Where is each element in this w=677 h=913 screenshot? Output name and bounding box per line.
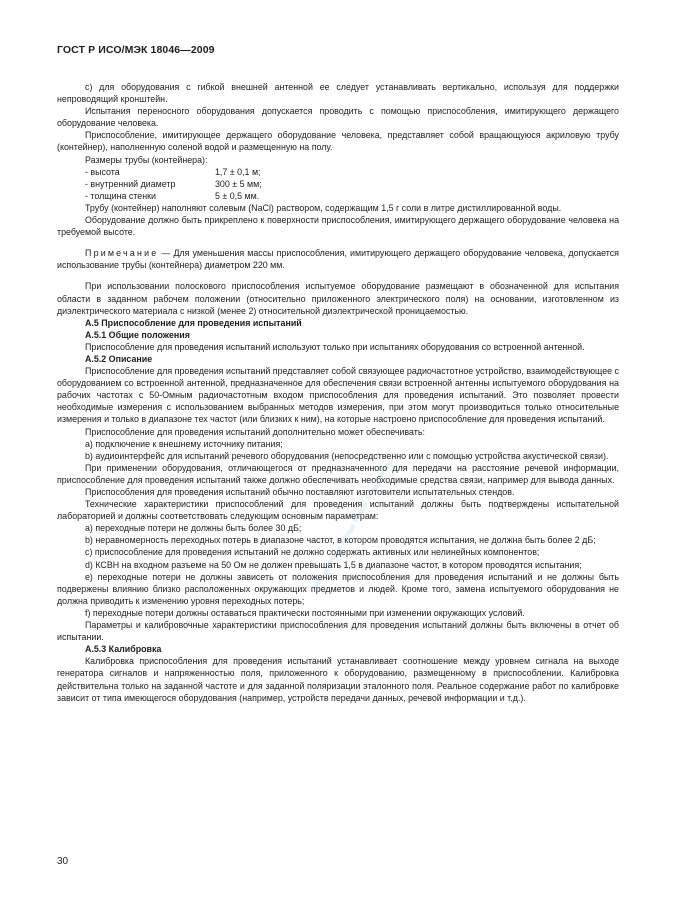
paragraph: Приспособление, имитирующее держащего оборудование человека, представляет собой вращающуюся акриловую трубу (контейнер), наполненную соленой водой и размещенную на полу. bbox=[57, 130, 619, 153]
dimension-value: 5 ± 0,5 мм. bbox=[215, 190, 260, 201]
list-item: а) подключение к внешнему источнику питания; bbox=[85, 438, 283, 449]
list-item: b) неравномерность переходных потерь в диапазоне частот, в котором проводятся испытания, не должна быть более 2 дБ; bbox=[85, 535, 596, 546]
document-header: ГОСТ Р ИСО/МЭК 18046—2009 bbox=[57, 44, 215, 56]
paragraph: При использовании полоскового приспособления испытуемое оборудование размещают в обозначенной для испытания области в заданном рабочем положении (относительно приложенного электрического поля) на основании, изготовленном из диэлектрического материала с низкой (менее 2) относительной диэлектрической проницаемостью. bbox=[57, 281, 619, 316]
paragraph: Технические характеристики приспособлений для проведения испытаний должны быть подтверждены испытательной лабораторией и должны соответствовать следующим основным параметрам: bbox=[57, 499, 619, 522]
paragraph: Приспособление для проведения испытаний используют только при испытаниях оборудования со встроенной антенной. bbox=[85, 341, 585, 352]
document-body bbox=[57, 81, 619, 704]
dimension-name: - внутренний диаметр bbox=[85, 178, 176, 189]
paragraph: Приспособление для проведения испытаний дополнительно может обеспечивать: bbox=[85, 426, 425, 437]
page-number: 30 bbox=[57, 856, 69, 867]
subsection-heading: А.5.2 Описание bbox=[85, 353, 153, 364]
subsection-heading: А.5.3 Калибровка bbox=[85, 644, 162, 655]
paragraph: Калибровка приспособления для проведения испытаний устанавливает соотношение между уровнем сигнала на выходе генератора сигналов и напряженностью поля, приложенного к оборудованию, размещенному в приспособлении. Калибровка действительна только на заданной частоте и для заданной поляризации эталонного поля. Реальное содержание работ по калибровке зависит от типа имеющегося оборудования (например, устройств передачи данных, речевой информации и т.д.). bbox=[57, 656, 619, 703]
paragraph: Приспособления для проведения испытаний обычно поставляют изготовители испытательных стендов. bbox=[85, 487, 515, 497]
dimension-row bbox=[85, 190, 619, 202]
paragraph: с) для оборудования с гибкой внешней антенной ее следует устанавливать вертикально, используя для поддержки непроводящий кронштейн. bbox=[57, 82, 619, 105]
dimension-row bbox=[85, 166, 619, 178]
note bbox=[57, 247, 619, 271]
dimension-value: 300 ± 5 мм; bbox=[215, 178, 262, 189]
dimension-value: 1,7 ± 0,1 м; bbox=[215, 166, 261, 177]
paragraph: Размеры трубы (контейнера): bbox=[85, 154, 208, 165]
dimension-name: - высота bbox=[85, 166, 120, 177]
paragraph: Оборудование должно быть прикреплено к поверхности приспособления, имитирующего держащего оборудование человека на требуемой высоте. bbox=[57, 215, 619, 238]
list-item: а) переходные потери не должны быть более 30 дБ; bbox=[85, 523, 302, 534]
note-label: Примечание bbox=[85, 248, 159, 259]
paragraph: Приспособление для проведения испытаний представляет собой связующее радиочастотное устройство, взаимодействующее с оборудованием со встроенной антенной, предназначенное для обеспечения связи встроенной антенны испытуемого оборудования на рабочих частотах с 50-Омным радиочастотным входом приспособления для проведения испытаний. Это позволяет провести необходимые измерения с использованием выбранных методов измерения, при этом могут производиться только относительные измерения и только в диапазоне тех частот (или близких к ним), на которые настроено приспособление для проведения испытаний. bbox=[57, 366, 619, 425]
svg-text:~~~~~~: ~~~~~~ bbox=[294, 444, 414, 603]
list-item: с) приспособление для проведения испытаний не должно содержать активных или нелинейных компонентов; bbox=[85, 547, 540, 558]
list-item: d) КСВН на входном разъеме на 50 Ом не должен превышать 1,5 в диапазоне частот, в котором проводятся испытания; bbox=[85, 559, 582, 570]
paragraph: Трубу (контейнер) наполняют солевым (NaCl) раствором, содержащим 1,5 г соли в литре дистиллированной воды. bbox=[85, 202, 562, 213]
list-item: b) аудиоинтерфейс для испытаний речевого оборудования (непосредственно или с помощью устройства акустической связи). bbox=[85, 450, 609, 461]
dimension-row bbox=[85, 178, 619, 190]
note-text: — Для уменьшения массы приспособления, имитирующего держащего оборудование человека, допускается использование трубы (контейнера) диаметром 220 мм. bbox=[57, 248, 619, 271]
dimension-name: - толщина стенки bbox=[85, 190, 156, 201]
paragraph: При применении оборудования, отличающегося от предназначенного для передачи на расстояние речевой информации, приспособление для проведения испытаний также должно обеспечивать необходимые средства связи, например для вывода данных. bbox=[57, 462, 619, 485]
paragraph: Испытания переносного оборудования допускается проводить с помощью приспособления, имитирующего держащего оборудование человека. bbox=[57, 106, 619, 129]
list-item: е) переходные потери не должны зависеть от положения приспособления для проведения испытаний и не должны быть подвержены влиянию близко расположенных окружающих предметов и людей. Кроме того, замена испытуемого оборудования не должна приводить к изменению уровня переходных потерь; bbox=[57, 571, 619, 606]
subsection-heading: А.5.1 Общие положения bbox=[85, 329, 190, 340]
section-heading: А.5 Приспособление для проведения испытаний bbox=[85, 317, 302, 328]
paragraph: Параметры и калибровочные характеристики приспособления для проведения испытаний должны быть включены в отчет об испытании. bbox=[57, 620, 619, 643]
list-item: f) переходные потери должны оставаться практически постоянными при изменении окружающих условий. bbox=[85, 607, 525, 618]
